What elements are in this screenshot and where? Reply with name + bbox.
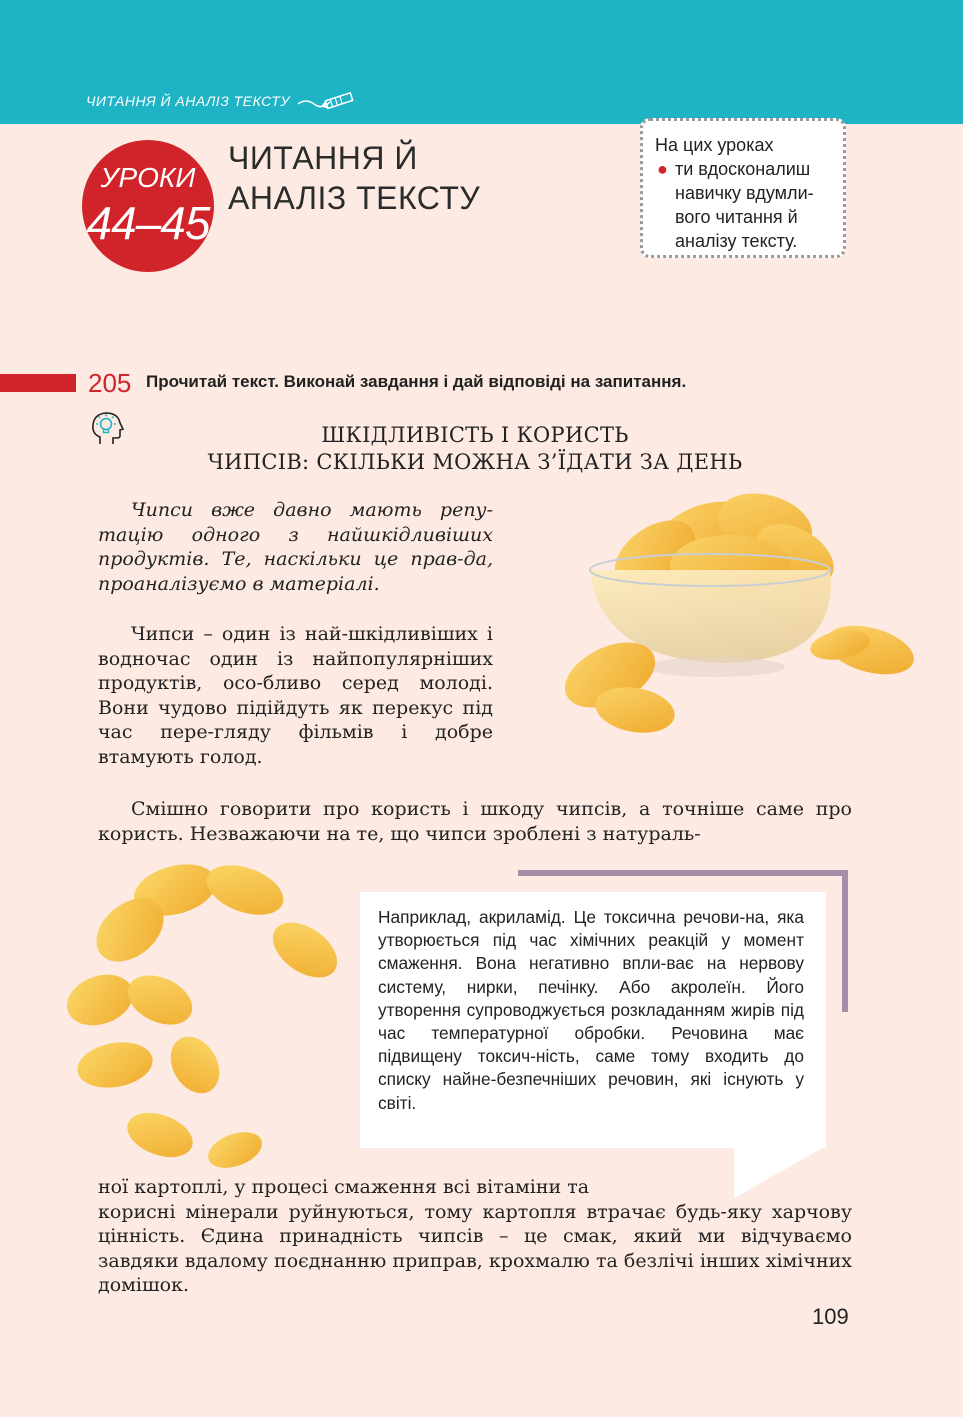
task-number: 205	[88, 368, 132, 398]
lesson-badge-numbers: 44–45	[86, 197, 210, 249]
lesson-title-line-1: ЧИТАННЯ Й	[228, 140, 418, 176]
pen-icon	[296, 88, 358, 112]
goals-intro: На цих уроках	[655, 135, 774, 155]
goals-bullet: ●	[657, 159, 668, 179]
article-paragraph-1: Чипси – один із най-шкідливіших і водночас один із найпопулярніших продуктів, осо-бливо серед молоді. Вони чудово підійдуть як перекус під час пере-гляду фільмів і добре втамують голод.	[98, 623, 493, 768]
article-paragraph-3-line-1: ної картоплі, у процесі смаження всі вітаміни та	[98, 1176, 590, 1198]
article-lead: Чипси вже давно мають репу-тацію одного з найшкідливіших продуктів. Те, наскільки це прав-да, проаналізуємо в матеріалі.	[98, 499, 493, 595]
lesson-badge	[82, 140, 214, 272]
goals-item-text: ти вдосконалиш навичку вдумли-вого читання й аналізу тексту.	[675, 159, 814, 251]
chips-bowl-image	[540, 485, 930, 755]
article-title-line-1: ШКІДЛИВІСТЬ І КОРИСТЬ	[321, 423, 629, 447]
task-instruction: Прочитай текст. Виконай завдання і дай відповіді на запитання.	[146, 372, 687, 391]
note-box	[360, 892, 826, 1148]
lesson-badge-word: УРОКИ	[100, 162, 196, 193]
article-paragraph-2: Смішно говорити про користь і шкоду чипсів, а точніше саме про користь. Незважаючи на те, що чипси зроблені з натураль-	[98, 798, 852, 845]
page-number: 109	[812, 1304, 849, 1329]
lesson-title-line-2: АНАЛІЗ ТЕКСТУ	[228, 180, 481, 216]
scattered-chips-image	[60, 850, 360, 1170]
article-paragraph-3	[98, 1175, 852, 1298]
note-text: Наприклад, акриламід. Це токсична речови-на, яка утворюється під час хімічних реакцій у момент смаження. Вона негативно впли-ває на нервову систему, нирки, печінку. Або акролеїн. Його утворення супроводжується розкладанням жирів під час температурної обробки. Речовина має підвищену токсич-ність, саме тому входить до списку найне-безпечніших речовин, які існують у світі.	[378, 907, 804, 1113]
task-marker-bar	[0, 374, 76, 392]
lesson-goals-box	[640, 118, 846, 258]
section-label: ЧИТАННЯ Й АНАЛІЗ ТЕКСТУ	[86, 93, 290, 109]
goals-item	[655, 157, 843, 253]
lesson-title	[228, 138, 568, 218]
article-title-line-2: ЧИПСІВ: СКІЛЬКИ МОЖНА З’ЇДАТИ ЗА ДЕНЬ	[207, 450, 743, 474]
article-title	[100, 422, 850, 476]
article-paragraph-3-rest: корисні мінерали руйнуються, тому картопля втрачає будь-яку харчову цінність. Єдина принадність чипсів – це смак, який ми відчуваємо завдяки вдалому поєднанню приправ, крохмалю та безлічі інших хімічних домішок.	[98, 1200, 852, 1296]
